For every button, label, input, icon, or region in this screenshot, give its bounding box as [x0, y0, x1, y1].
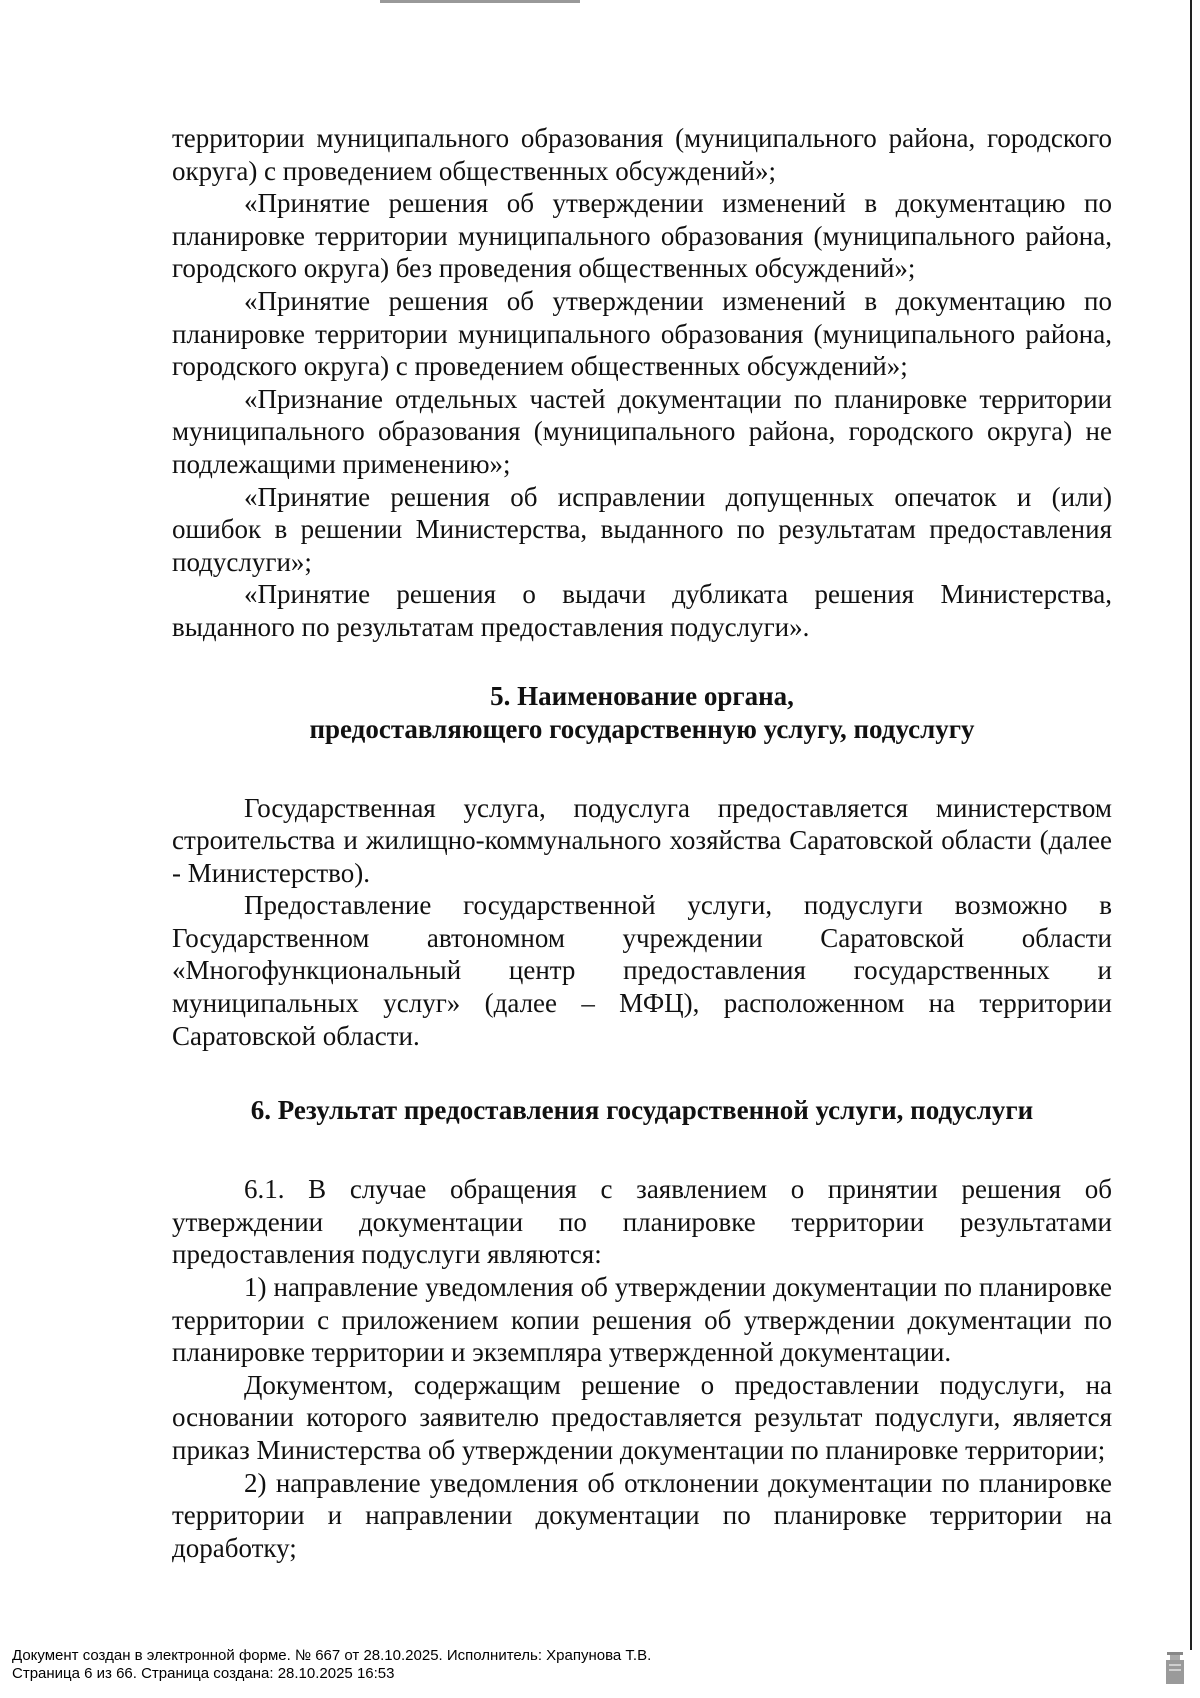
section-5-heading-line1: 5. Наименование органа, — [490, 680, 794, 711]
scan-top-mark — [380, 0, 580, 3]
section-6-heading: 6. Результат предоставления государственной услуги, подуслуги — [250, 1095, 1034, 1126]
paragraph: 2) направление уведомления об отклонении документации по планировке территории и направлении документации по планировке территории на доработку; — [172, 1467, 1112, 1563]
paragraph: «Принятие решения об исправлении допущенных опечаток и (или) ошибок в решении Министерства, выданного по результатам предоставления подуслуги»; — [172, 481, 1112, 577]
paragraph: 1) направление уведомления об утверждении документации по планировке территории с приложением копии решения об утверждении документации по планировке территории и экземпляра утвержденной документации. — [172, 1272, 1112, 1368]
document-footer — [12, 1647, 1012, 1683]
paragraph: Государственная услуга, подуслуга предоставляется министерством строительства и жилищно-коммунального хозяйства Саратовской области (далее - Министерство). — [172, 792, 1112, 888]
document-body — [172, 122, 1112, 1564]
paragraph: территории муниципального образования (муниципального района, городского округа) с проведением общественных обсуждений»; — [172, 123, 1112, 186]
paragraph: «Принятие решения об утверждении изменений в документацию по планировке территории муниципального образования (муниципального района, городского округа) с проведением общественных обсуждений»; — [172, 285, 1112, 382]
page-edge — [1190, 0, 1192, 1650]
document-stamp-icon — [1164, 1650, 1186, 1686]
footer-line-1: Документ создан в электронной форме. № 667 от 28.10.2025. Исполнитель: Храпунова Т.В. — [12, 1647, 652, 1664]
paragraph: 6.1. В случае обращения с заявлением о принятии решения об утверждении документации по планировке территории результатами предоставления подуслуги являются: — [172, 1174, 1112, 1270]
paragraph: «Признание отдельных частей документации по планировке территории муниципального образования (муниципального района, городского округа) не подлежащими применению»; — [172, 383, 1112, 479]
paragraph: «Принятие решения об утверждении изменений в документацию по планировке территории муниципального образования (муниципального района, городского округа) без проведения общественных обсуждений»; — [172, 188, 1112, 284]
footer-line-2: Страница 6 из 66. Страница создана: 28.10.2025 16:53 — [12, 1665, 395, 1682]
paragraph: Документом, содержащим решение о предоставлении подуслуги, на основании которого заявителю предоставляется результат подуслуги, является приказ Министерства об утверждении документации по планировке территории; — [172, 1369, 1112, 1465]
paragraph: Предоставление государственной услуги, подуслуги возможно в Государственном автономном учреждении Саратовской области «Многофункциональный центр предоставления государственных и муниципальных услуг» (далее – МФЦ), расположенном на территории Саратовской области. — [172, 890, 1112, 1051]
paragraph: «Принятие решения о выдачи дубликата решения Министерства, выданного по результатам предоставления подуслуги». — [172, 579, 1112, 642]
section-5-heading-line2: предоставляющего государственную услугу, подуслугу — [309, 713, 975, 744]
section-5-heading — [172, 680, 1112, 746]
